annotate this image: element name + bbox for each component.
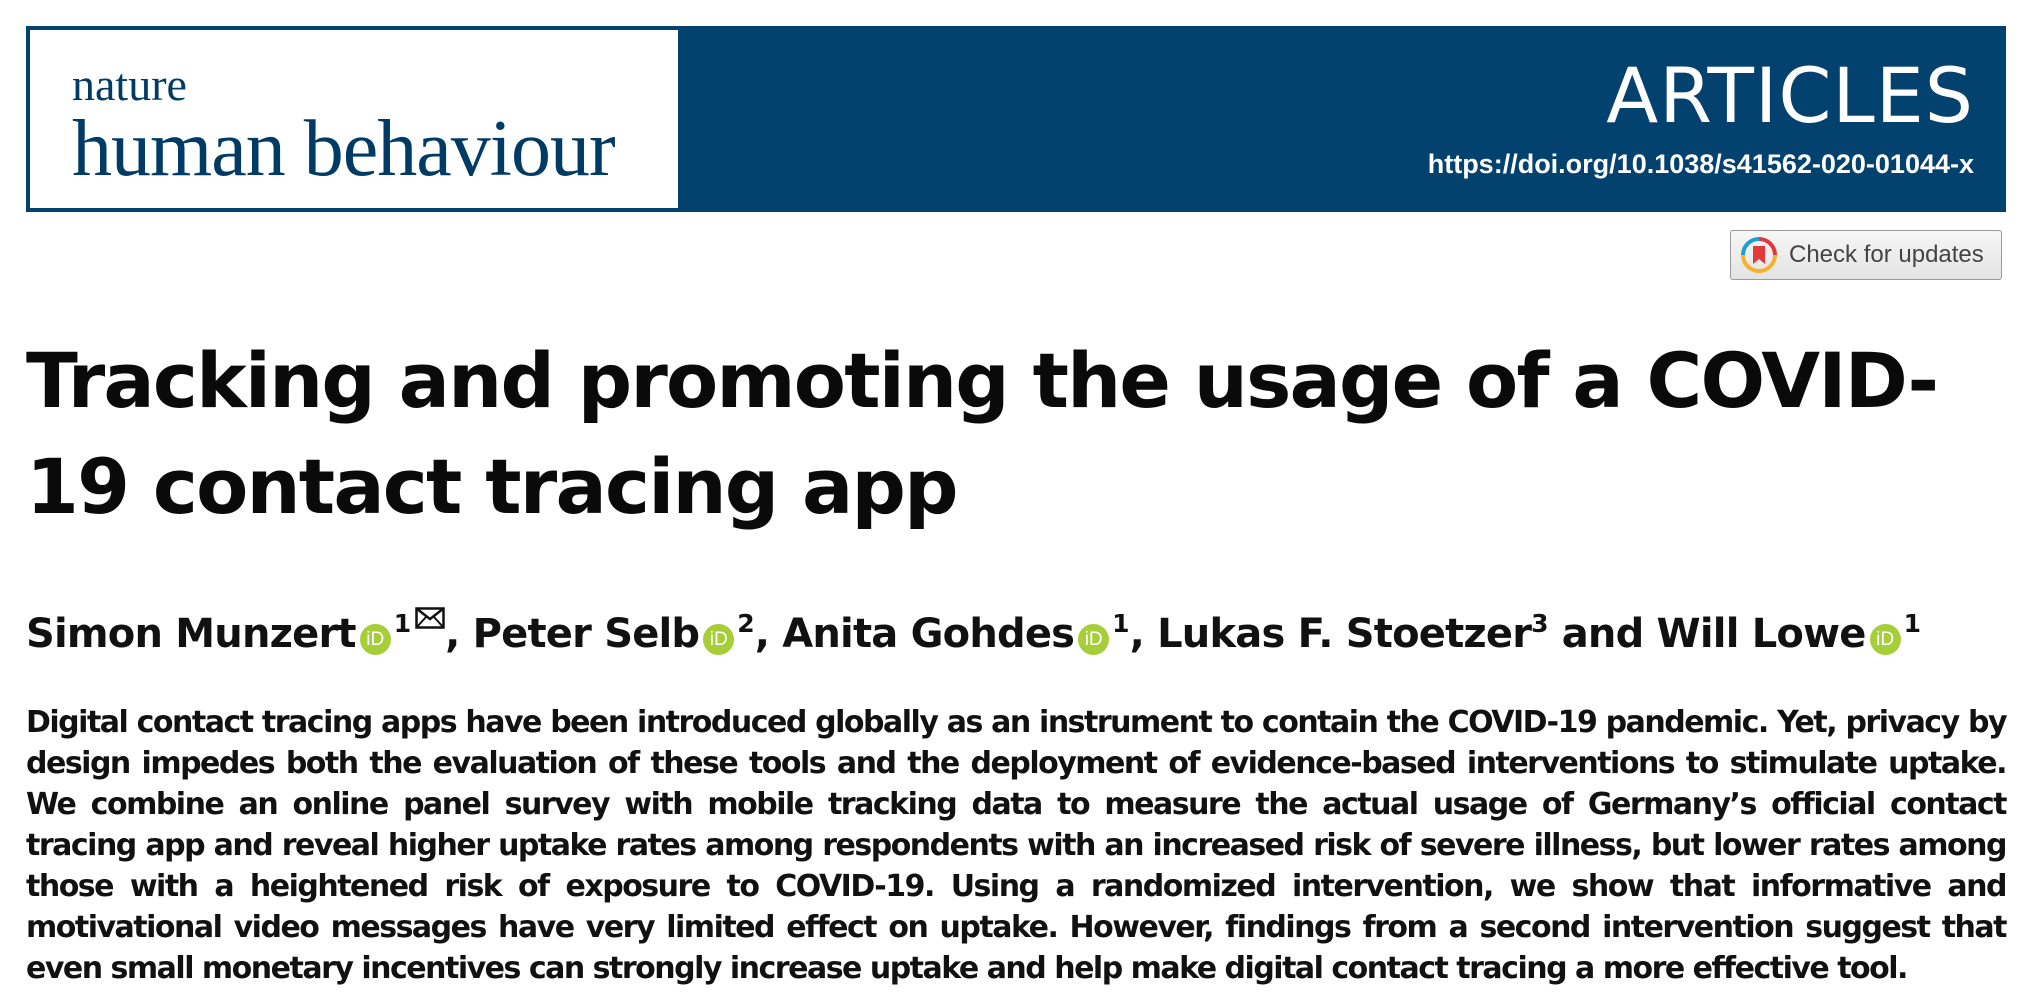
affiliation-marker: 1 bbox=[393, 609, 412, 638]
author-separator: , bbox=[445, 611, 473, 657]
author-separator: and bbox=[1548, 611, 1657, 657]
orcid-icon[interactable]: iD bbox=[703, 624, 734, 655]
check-for-updates-button[interactable] bbox=[1730, 230, 2002, 280]
author-name[interactable]: Lukas F. Stoetzer bbox=[1157, 611, 1532, 657]
affiliation-marker: 1 bbox=[1903, 609, 1921, 638]
affiliation-marker: 2 bbox=[737, 609, 755, 638]
author-name[interactable]: Peter Selb bbox=[472, 611, 700, 657]
article-title: Tracking and promoting the usage of a COVID-19 contact tracing app bbox=[26, 336, 1938, 531]
orcid-icon[interactable]: iD bbox=[360, 624, 391, 655]
check-for-updates-label: Check for updates bbox=[1789, 241, 1984, 268]
author-list bbox=[26, 596, 1921, 662]
affiliation-marker: 3 bbox=[1531, 609, 1549, 638]
journal-name-line1: nature bbox=[72, 59, 187, 110]
author-name[interactable]: Anita Gohdes bbox=[782, 611, 1075, 657]
doi-link[interactable]: https://doi.org/10.1038/s41562-020-01044-x bbox=[1427, 149, 1974, 179]
affiliation-marker: 1 bbox=[1112, 609, 1130, 638]
bookmark-ring-icon bbox=[1741, 237, 1777, 273]
author-separator: , bbox=[1129, 611, 1158, 657]
journal-header bbox=[26, 26, 2006, 212]
author-name[interactable]: Simon Munzert bbox=[26, 611, 356, 657]
section-label: ARTICLES bbox=[1606, 51, 1974, 140]
abstract: Digital contact tracing apps have been introduced globally as an instrument to contain the COVID-19 pandemic. Yet, privacy by design impedes both the evaluation of these tools and the deployment of evidence-based interventions to stimulate uptake. We combine an online panel survey with mobile tracking data to measure the actual usage of Germany’s official contact tracing app and reveal higher uptake rates among respondents with an increased risk of severe illness, but lower rates among those with a heightened risk of exposure to COVID-19. Using a randomized intervention, we show that informative and motivational video messages have very limited effect on uptake. However, findings from a second intervention suggest that even small monetary incentives can strongly increase uptake and help make digital contact tracing a more effective tool. bbox=[26, 705, 2006, 986]
journal-name-line2: human behaviour bbox=[72, 105, 615, 193]
orcid-icon[interactable]: iD bbox=[1078, 624, 1109, 655]
envelope-icon[interactable] bbox=[415, 607, 445, 629]
journal-logo[interactable] bbox=[30, 30, 678, 208]
orcid-icon[interactable]: iD bbox=[1870, 624, 1901, 655]
author-name[interactable]: Will Lowe bbox=[1656, 611, 1866, 657]
author-separator: , bbox=[754, 611, 783, 657]
